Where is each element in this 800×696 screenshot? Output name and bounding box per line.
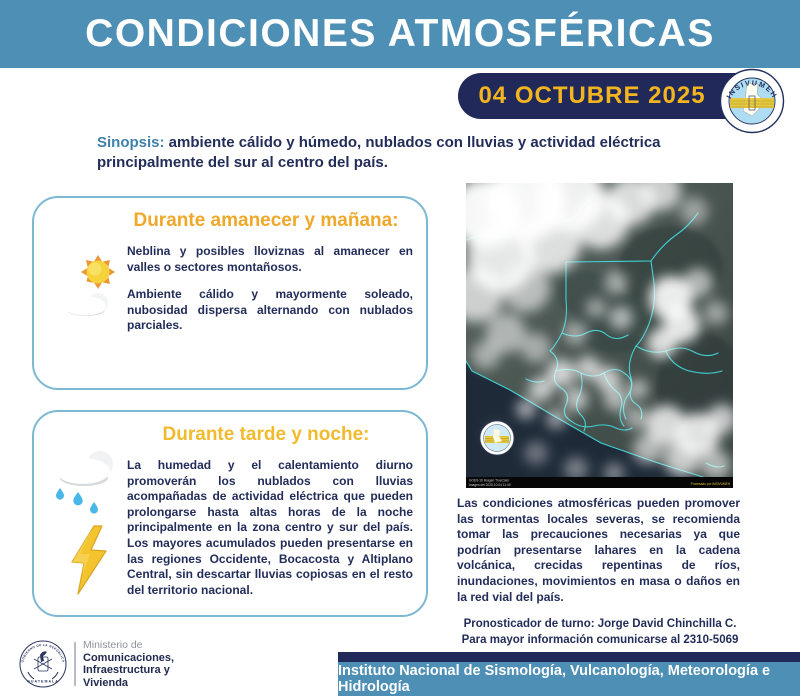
seal-bottom-text: GUATEMALA xyxy=(27,679,59,684)
rain-cloud-icon xyxy=(46,432,120,522)
satellite-watermark-logo-icon xyxy=(480,421,514,455)
satellite-caption-line2: Imagen del 2025-10-04 11:40 xyxy=(469,483,511,487)
ministry-line-4: Vivienda xyxy=(83,676,129,689)
insivumeh-logo-icon xyxy=(719,68,785,134)
header-band xyxy=(0,0,800,68)
ministry-text xyxy=(83,639,174,689)
morning-paragraph-2: Ambiente cálido y mayormente soleado, nubosidad dispersa alternando con nublados parciales. xyxy=(127,287,413,333)
footer-accent-strip xyxy=(338,652,800,662)
evening-card-title: Durante tarde y noche: xyxy=(162,424,370,445)
ministry-line-1: Ministerio de xyxy=(83,639,143,651)
morning-card-title: Durante amanecer y mañana: xyxy=(133,210,399,231)
satellite-caption-credit: Procesado por INSIVUMEH xyxy=(690,482,730,486)
page-title: CONDICIONES ATMOSFÉRICAS xyxy=(85,12,715,55)
morning-paragraph-1: Neblina y posibles lloviznas al amanecer en valles o sectores montañosos. xyxy=(127,244,413,274)
ministry-block xyxy=(18,638,174,690)
ministry-line-2: Comunicaciones, xyxy=(83,651,175,664)
sinopsis-label: Sinopsis: xyxy=(97,134,165,151)
advisory-text: Las condiciones atmosféricas pueden promover las tormentas locales severas, se recomienda tomar las precauciones necesarias ya que podrían presentarse lahares en la cadena volcánica, crecidas repentinas de ríos, inundaciones, movimientos en masa o daños en la red vial del país. xyxy=(457,496,740,604)
lightning-icon xyxy=(70,524,108,596)
satellite-image xyxy=(466,183,733,488)
footer-band xyxy=(338,662,800,696)
morning-card-body xyxy=(127,244,413,334)
ministry-divider xyxy=(74,642,76,686)
date-text: 04 OCTUBRE 2025 xyxy=(478,82,706,109)
evening-card-body xyxy=(127,458,413,598)
forecaster-block xyxy=(420,618,780,646)
institute-name: Instituto Nacional de Sismología, Vulcanología, Meteorología e Hidrología xyxy=(338,663,771,695)
satellite-caption-line1: GOES-16 Imagen TrueColor xyxy=(469,478,510,483)
contact-phone: Para mayor información comunicarse al 2310-5069 xyxy=(461,634,739,646)
sun-behind-cloud-icon xyxy=(58,246,124,322)
morning-card xyxy=(32,196,428,390)
forecaster-name: Pronosticador de turno: Jorge David Chinchilla C. xyxy=(463,618,737,630)
sinopsis-text: ambiente cálido y húmedo, nublados con lluvias y actividad eléctrica principalmente del sur al centro del país. xyxy=(97,134,661,172)
evening-paragraph: La humedad y el calentamiento diurno promoverán los nublados con lluvias acompañadas de actividad eléctrica que pueden prolongarse hasta altas horas de la noche principalmente en la zona centro y sur del país. Los mayores acumulados pueden presentarse en las regiones Occidente, Bocacosta y Altiplano Central, sin descartar lluvias copiosas en el resto del territorio nacional. xyxy=(127,458,413,597)
evening-card xyxy=(32,410,428,617)
government-seal-icon xyxy=(18,639,68,689)
ministry-line-3: Infraestructura y xyxy=(83,664,170,676)
sinopsis xyxy=(97,133,672,174)
insivumeh-logo-label: INSIVUMEH xyxy=(724,78,780,101)
seal-top-text: GOBIERNO DE LA REPÚBLICA xyxy=(20,642,66,663)
